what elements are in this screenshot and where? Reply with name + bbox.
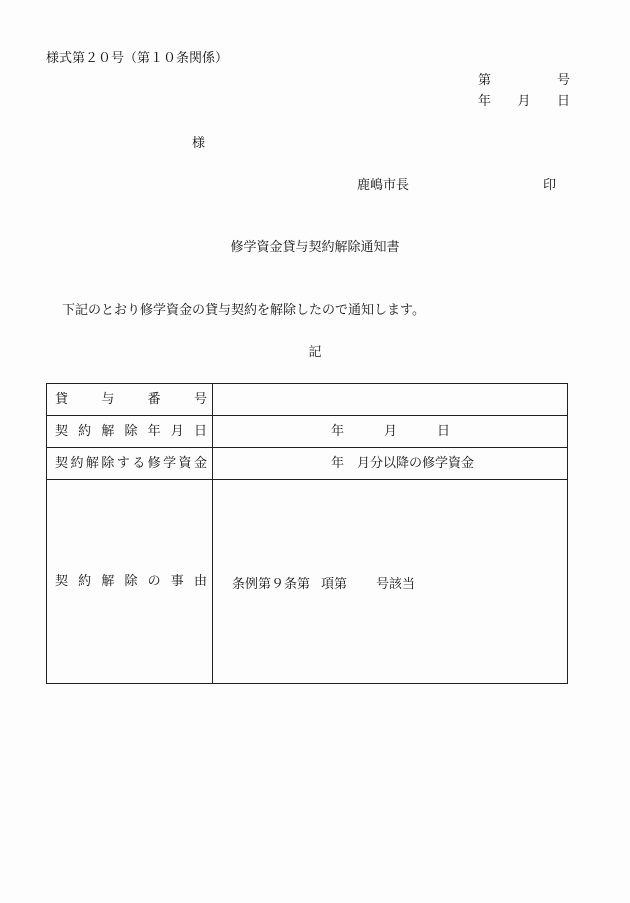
label-char: 学 — [163, 456, 177, 471]
value-termination-reason — [213, 480, 568, 684]
reason-article: 条例第９条第 — [232, 577, 311, 592]
reference-number-line — [478, 74, 570, 87]
label-char: 由 — [193, 574, 207, 589]
label-char: 号 — [193, 392, 207, 407]
label-char: 解 — [101, 424, 115, 439]
body-text: 下記のとおり修学資金の貸与契約を解除したので通知します。 — [62, 303, 425, 318]
label-char: 修 — [147, 456, 161, 471]
reason-paragraph: 項第 — [321, 577, 348, 592]
label-char: 金 — [193, 456, 207, 471]
label-terminated-funds — [47, 448, 213, 480]
label-char: 契 — [55, 424, 69, 439]
label-char: 除 — [124, 574, 138, 589]
label-char: 貸 — [55, 392, 69, 407]
label-char: 与 — [101, 392, 115, 407]
label-char: 日 — [193, 424, 207, 439]
table-row-terminated-funds — [47, 448, 568, 480]
ki-heading: 記 — [308, 345, 322, 360]
label-char: 解 — [101, 574, 115, 589]
label-char: 資 — [178, 456, 192, 471]
document-title: 修学資金貸与契約解除通知書 — [230, 240, 400, 255]
reason-item: 号該当 — [376, 577, 416, 592]
label-termination-date — [47, 416, 213, 448]
funds-month-text: 月分以降の修学資金 — [357, 456, 475, 471]
value-terminated-funds — [213, 448, 568, 480]
termination-month: 月 — [384, 424, 398, 439]
termination-day: 日 — [437, 424, 451, 439]
label-char: 解 — [85, 456, 99, 471]
table-row-termination-date — [47, 416, 568, 448]
label-char: る — [132, 456, 146, 471]
issuer-name: 鹿嶋市長 — [357, 178, 410, 193]
label-char: 事 — [170, 574, 184, 589]
label-char: 除 — [124, 424, 138, 439]
label-char: 約 — [78, 574, 92, 589]
date-day: 日 — [556, 94, 570, 109]
label-char: の — [147, 574, 161, 589]
date-year: 年 — [478, 94, 492, 109]
termination-year: 年 — [331, 424, 345, 439]
value-loan-number — [213, 384, 568, 416]
label-termination-reason — [47, 480, 213, 684]
date-month: 月 — [517, 94, 531, 109]
ref-go: 号 — [556, 73, 570, 88]
label-loan-number — [47, 384, 213, 416]
label-char: す — [116, 456, 130, 471]
table-row-termination-reason — [47, 480, 568, 684]
ref-dai: 第 — [478, 73, 492, 88]
label-char: 契 — [55, 456, 69, 471]
notice-table — [46, 383, 568, 684]
label-char: 約 — [70, 456, 84, 471]
label-char: 番 — [147, 392, 161, 407]
label-char: 約 — [78, 424, 92, 439]
label-char: 月 — [170, 424, 184, 439]
issue-date-line — [478, 95, 570, 108]
label-char: 契 — [55, 574, 69, 589]
value-termination-date — [213, 416, 568, 448]
funds-year: 年 — [331, 456, 345, 471]
form-number: 様式第２０号（第１０条関係） — [46, 51, 229, 66]
addressee-suffix: 様 — [192, 136, 206, 151]
label-char: 年 — [147, 424, 161, 439]
seal-mark: 印 — [543, 178, 557, 193]
table-row-loan-number — [47, 384, 568, 416]
label-char: 除 — [101, 456, 115, 471]
